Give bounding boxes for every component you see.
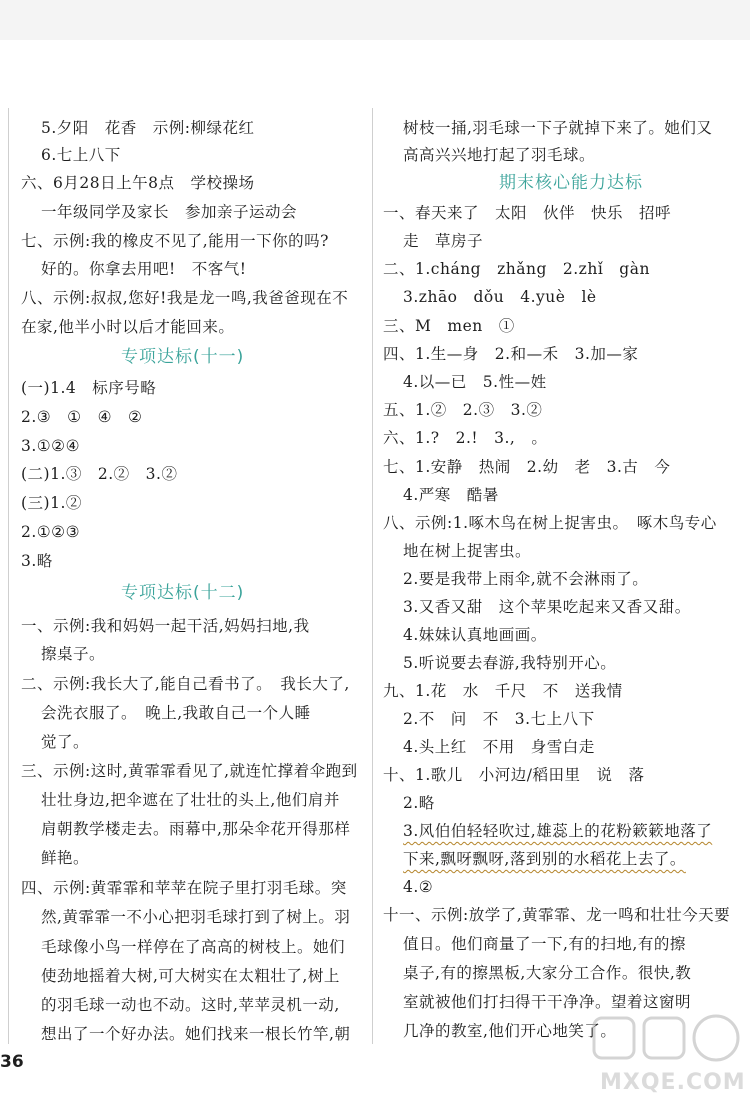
answer-line: 5.夕阳 花香 示例:柳绿花红 [41, 119, 255, 137]
answer-line: 肩朝教学楼走去。雨幕中,那朵伞花开得那样 [41, 820, 351, 838]
answer-line: 3.①②④ [21, 437, 80, 455]
answer-line: 擦桌子。 [41, 645, 106, 663]
answer-line: 4.② [403, 878, 434, 896]
answer-line: 八、示例:1.啄木鸟在树上捉害虫。 啄木鸟专心 [383, 514, 717, 532]
answer-line: 的羽毛球一动也不动。这时,苹苹灵机一动, [41, 996, 340, 1014]
answer-line: 六、6月28日上午8点 学校操场 [21, 174, 255, 192]
answer-line: 值日。他们商量了一下,有的扫地,有的擦 [403, 935, 686, 953]
answer-line: 七、1.安静 热闹 2.幼 老 3.古 今 [383, 458, 671, 476]
answer-line: 几净的教室,他们开心地笑了。 [403, 1022, 617, 1040]
page-number: 36 [0, 1052, 24, 1072]
answer-line: 4.妹妹认真地画画。 [403, 626, 547, 644]
answer-line: 3.略 [21, 552, 53, 570]
answer-line: 毛球像小鸟一样停在了高高的树枝上。她们 [41, 938, 346, 956]
answer-line: 3.又香又甜 这个苹果吃起来又香又甜。 [403, 598, 691, 616]
answer-line: 九、1.花 水 千尺 不 送我情 [383, 682, 623, 700]
answer-line: 地在树上捉害虫。 [403, 542, 532, 560]
answer-line: 二、1.cháng zhǎng 2.zhǐ gàn [383, 260, 650, 278]
section-heading-11: 专项达标(十一) [121, 347, 245, 367]
answer-line: 高高兴兴地打起了羽毛球。 [403, 146, 596, 164]
answer-line: 2.①②③ [21, 523, 80, 541]
answer-line: 室就被他们打扫得干干净净。望着这窗明 [403, 993, 692, 1011]
answer-line: 壮壮身边,把伞遮在了壮壮的头上,他们肩并 [41, 791, 340, 809]
answer-line: 2.略 [403, 794, 435, 812]
answer-line: 在家,他半小时以后才能回来。 [21, 318, 235, 336]
answer-line: 树枝一捅,羽毛球一下子就掉下来了。她们又 [403, 119, 713, 137]
section-heading-final: 期末核心能力达标 [499, 173, 643, 193]
answer-line: 一、示例:我和妈妈一起干活,妈妈扫地,我 [21, 617, 310, 635]
answer-line: 5.听说要去春游,我特别开心。 [403, 654, 617, 672]
answer-line: 好的。你拿去用吧! 不客气! [41, 260, 247, 278]
answer-line: 走 草房子 [403, 232, 484, 250]
answer-line: 十一、示例:放学了,黄霏霏、龙一鸣和壮壮今天要 [383, 906, 731, 924]
answer-line: 会洗衣服了。 晚上,我敢自己一个人睡 [41, 704, 311, 722]
answer-line: 4.头上红 不用 身雪白走 [403, 738, 595, 756]
answer-line: (一)1.4 标序号略 [21, 379, 157, 397]
answer-line: 4.以—已 5.性—姓 [403, 373, 547, 391]
answer-line: 3.zhāo dǒu 4.yuè lè [403, 288, 597, 306]
answer-line: 觉了。 [41, 733, 90, 751]
left-column [8, 108, 361, 1044]
answer-line: 五、1.② 2.③ 3.② [383, 401, 543, 419]
answer-line: 六、1.? 2.! 3., 。 [383, 429, 548, 447]
answer-line: 4.严寒 酷暑 [403, 486, 499, 504]
answer-line: 鲜艳。 [41, 849, 90, 867]
answer-line: 二、示例:我长大了,能自己看书了。 我长大了, [21, 675, 350, 693]
answer-line: 一、春天来了 太阳 伙伴 快乐 招呼 [383, 204, 672, 222]
answer-line: 2.要是我带上雨伞,就不会淋雨了。 [403, 570, 649, 588]
answer-line: 一年级同学及家长 参加亲子运动会 [41, 203, 298, 221]
answer-line: 桌子,有的擦黑板,大家分工合作。很快,教 [403, 964, 692, 982]
answer-line: 四、1.生—身 2.和—禾 3.加—家 [383, 345, 639, 363]
answer-line: 三、示例:这时,黄霏霏看见了,就连忙撑着伞跑到 [21, 762, 358, 780]
answer-line: 6.七上八下 [41, 146, 121, 164]
answer-line: 八、示例:叔叔,您好!我是龙一鸣,我爸爸现在不 [21, 289, 349, 307]
answer-line: 2.③ ① ④ ② [21, 408, 143, 426]
watermark-text: MXQE.COM [600, 1070, 746, 1095]
answer-line: 使劲地摇着大树,可大树实在太粗壮了,树上 [41, 967, 340, 985]
right-column [372, 108, 731, 1044]
answer-line: 2.不 问 不 3.七上八下 [403, 710, 595, 728]
answer-line: 四、示例:黄霏霏和苹苹在院子里打羽毛球。突 [21, 879, 347, 897]
answer-line-underlined: 下来,飘呀飘呀,落到别的水稻花上去了。 [403, 850, 686, 868]
answer-line: 三、M men ① [383, 317, 515, 335]
answer-line: 想出了一个好办法。她们找来一根长竹竿,朝 [41, 1025, 351, 1043]
answer-line: (二)1.③ 2.② 3.② [21, 465, 178, 483]
answer-line: (三)1.② [21, 494, 82, 512]
top-margin [0, 0, 750, 40]
answer-line: 然,黄霏霏一不小心把羽毛球打到了树上。羽 [41, 908, 351, 926]
answer-line: 七、示例:我的橡皮不见了,能用一下你的吗? [21, 232, 329, 250]
section-heading-12: 专项达标(十二) [121, 583, 245, 603]
answer-line: 十、1.歌儿 小河边/稻田里 说 落 [383, 766, 645, 784]
answer-line-underlined: 3.风伯伯轻轻吹过,雄蕊上的花粉簌簌地落了 [403, 822, 713, 840]
